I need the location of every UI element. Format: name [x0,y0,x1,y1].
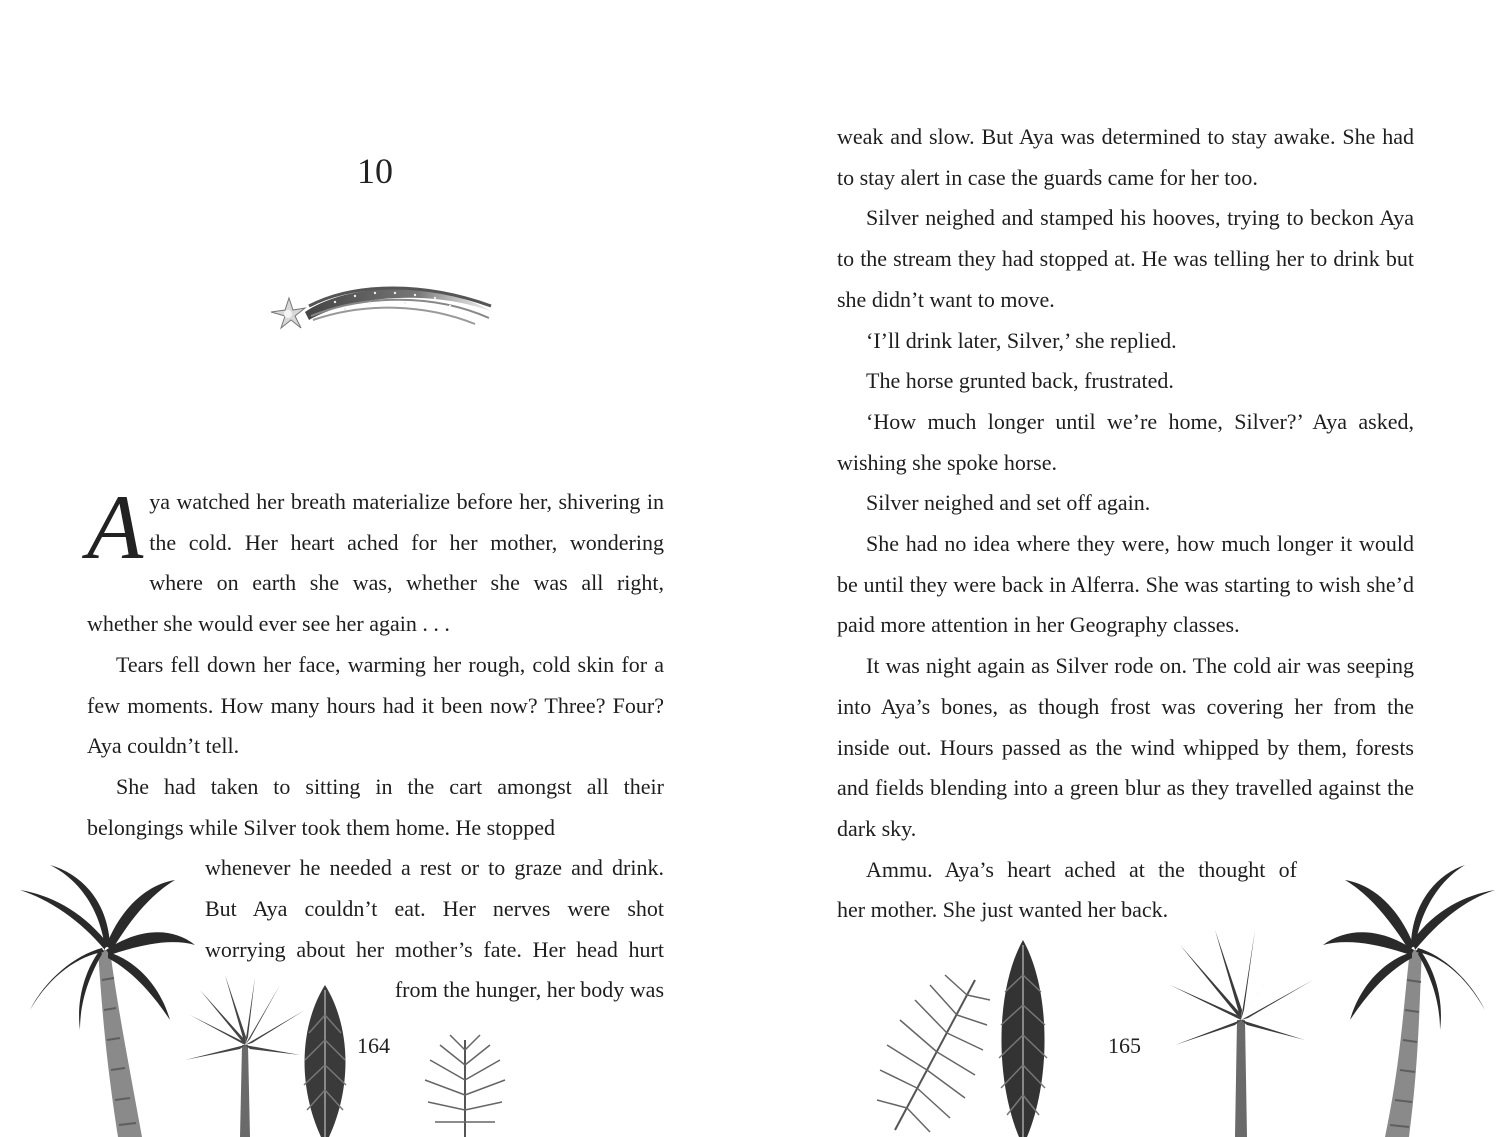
chapter-number: 10 [357,151,393,191]
paragraph: It was night again as Silver rode on. The cold air was seeping into Aya’s bones, as though frost was covering her from the inside out. Hours passed as the wind whipped by them, forests and fields blending into a green blur as they travelled against the dark sky. [837,653,1414,841]
page-number: 165 [1108,1033,1141,1058]
paragraph-text: ya watched her breath materialize before her, shivering in the cold. Her heart ached for her mother, wondering where on earth she was, whether she was all right, whether she would ever see her again . . . [87,489,664,637]
right-page-text [837,117,1414,931]
paragraph: She had no idea where they were, how much longer it would be until they were back in Alferra. She was starting to wish she’d paid more attention in her Geography classes. [837,531,1414,638]
right-page [750,0,1500,1137]
drop-cap: A [87,476,144,578]
paragraph-text: whenever he needed a rest or to graze and drink. But Aya couldn’t eat. Her nerves were shot worrying about her mother’s fate. Her head hurt [205,855,664,962]
paragraph: her mother. She just wanted her back. [837,897,1169,923]
fern-leaf-icon [420,1030,510,1137]
paragraph: ‘How much longer until we’re home, Silver?’ Aya asked, wishing she spoke horse. [837,408,1414,475]
palm-tree-icon [1315,860,1500,1137]
page-number: 164 [357,1033,390,1058]
paragraph [837,850,1297,891]
paragraph: Silver neighed and set off again. [866,490,1151,516]
paragraph-text: She had taken to sitting in the cart amongst all their belongings while Silver took them home. He stopped [87,773,664,840]
paragraph-text: Ammu. Aya’s heart ached at the thought of [866,856,1297,882]
paragraph: Tears fell down her face, warming her rough, cold skin for a few moments. How many hours had it been now? Three? Four? Aya couldn’t tell. [87,651,664,759]
fan-palm-icon [1165,930,1315,1137]
wrapped-text-lines [205,848,664,970]
palm-tree-icon [10,860,200,1137]
banana-leaf-icon [295,985,355,1137]
paragraph [87,476,664,645]
paragraph [87,767,664,848]
paragraph: ‘I’ll drink later, Silver,’ she replied. [866,327,1177,353]
paragraph: The horse grunted back, frustrated. [866,368,1174,394]
banana-leaf-icon [993,940,1053,1137]
paragraph: weak and slow. But Aya was determined to stay awake. She had to stay alert in case the guards came for her too. [837,124,1414,190]
shooting-star-icon [265,276,497,342]
paragraph-text: from the hunger, her body was [394,977,664,1003]
fern-leaf-icon [875,970,995,1137]
fan-palm-icon [180,975,310,1137]
paragraph: Silver neighed and stamped his hooves, trying to beckon Aya to the stream they had stopped at. He was telling her to drink but she didn’t want to move. [837,205,1414,312]
